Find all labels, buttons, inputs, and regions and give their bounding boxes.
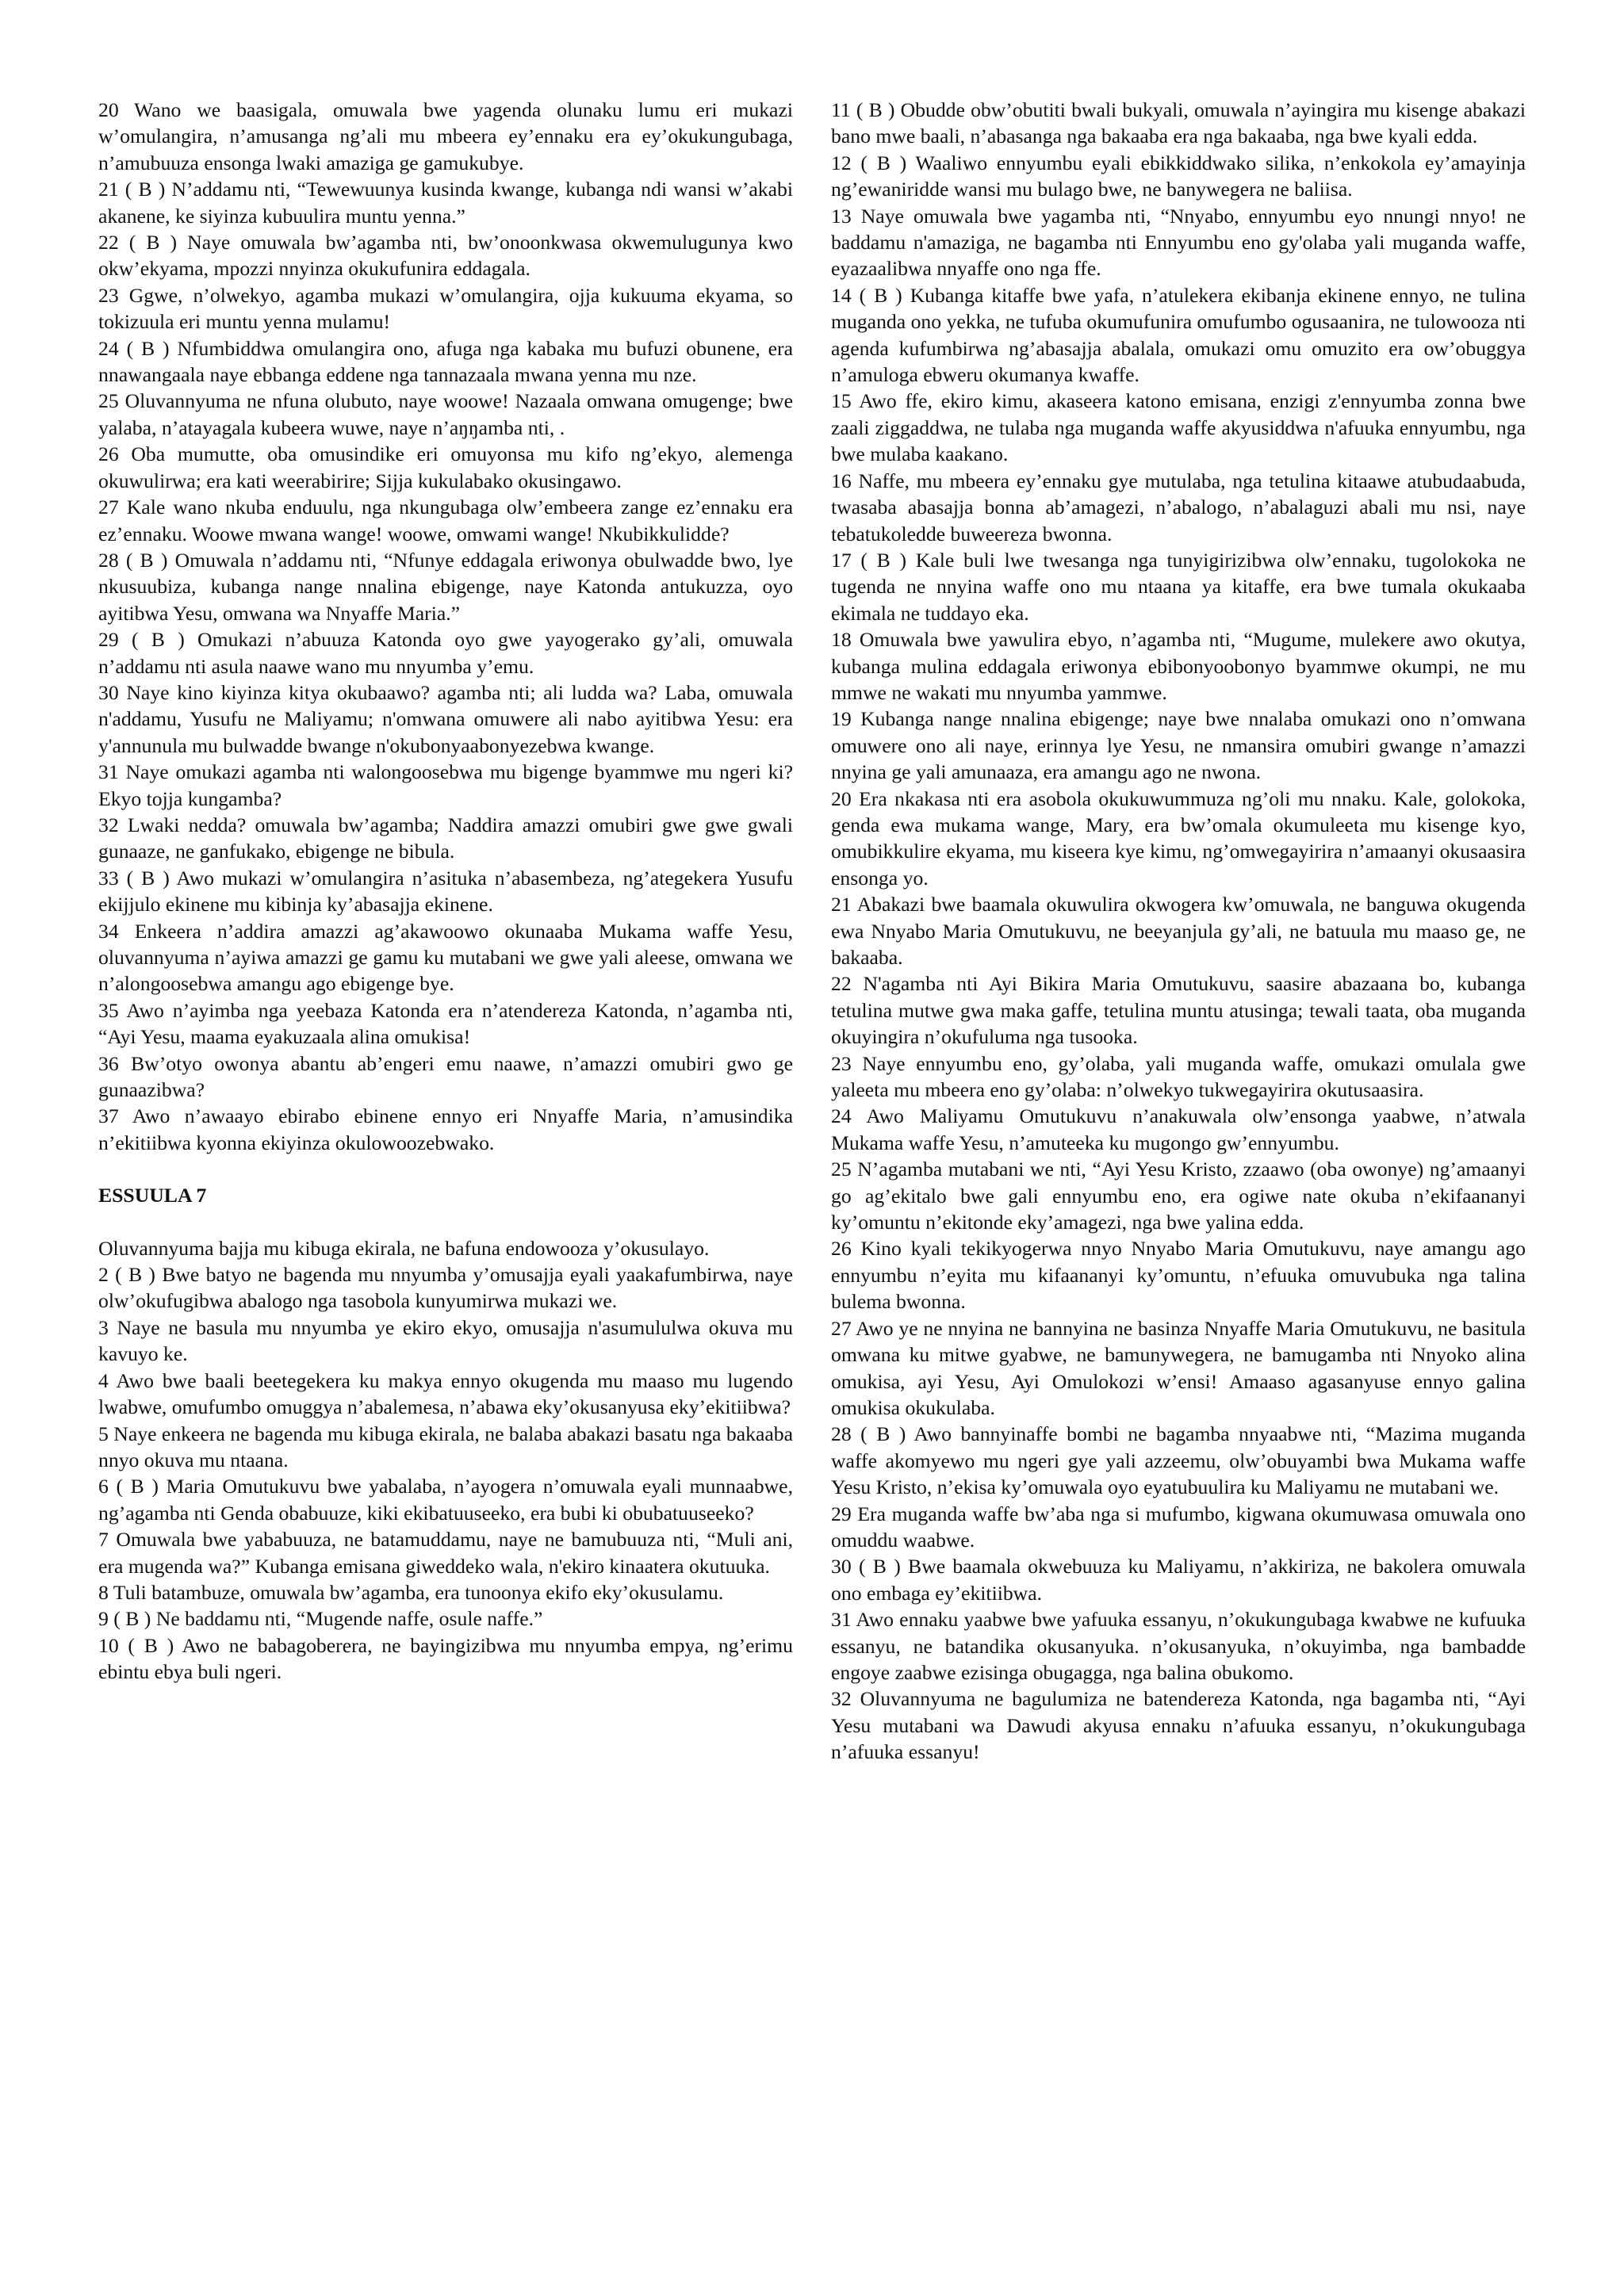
verse-paragraph: 21 ( B ) N’addamu nti, “Tewewuunya kusinda kwange, kubanga ndi wansi w’akabi akanene, ke siyinza kubuulira muntu yenna.” [98, 178, 793, 228]
document-page [98, 97, 1526, 2237]
verse-paragraph: 3 Naye ne basula mu nnyumba ye ekiro ekyo, omusajja n'asumululwa okuva mu kavuyo ke. [98, 1315, 793, 1366]
verse-paragraph: 27 Kale wano nkuba enduulu, nga nkungubaga olw’embeera zange ez’ennaku era ez’ennaku. Woowe mwana wange! woowe, omwami wange! Nkubikkulidde? [98, 496, 793, 545]
verse-paragraph: Oluvannyuma bajja mu kibuga ekirala, ne bafuna endowooza y’okusulayo. [98, 1236, 710, 1260]
verse-paragraph: 9 ( B ) Ne baddamu nti, “Mugende naffe, osule naffe.” [98, 1607, 543, 1631]
left-verses-after-heading [98, 1235, 793, 1686]
verse-paragraph: 2 ( B ) Bwe batyo ne bagenda mu nnyumba y’omusajja eyali yaakafumbirwa, naye olw’okufugibwa abalogo nga tasobola kunyumirwa mukazi we. [98, 1263, 793, 1313]
verse-paragraph: 32 Oluvannyuma ne bagulumiza ne batendereza Katonda, nga bagamba nti, “Ayi Yesu mutabani wa Dawudi akyusa ennaku n’afuuka essanyu, n’okukungubaga n’afuuka essanyu! [831, 1687, 1526, 1764]
verse-paragraph: 26 Kino kyali tekikyogerwa nnyo Nnyabo Maria Omutukuvu, naye amangu ago ennyumbu n’eyita mu kifaananyi ky’omuntu, n’efuuka omuvubuka nga talina bulema bwonna. [831, 1237, 1526, 1314]
verse-paragraph: 30 Naye kino kiyinza kitya okubaawo? agamba nti; ali ludda wa? Laba, omuwala n'addamu, Yusufu ne Maliyamu; n'omwana omuwere ali nabo ayitibwa Yesu: era y'annunula mu bulwadde bwange n'okubonyaabonyezebwa kwange. [98, 680, 793, 757]
verse-paragraph: 31 Naye omukazi agamba nti walongoosebwa mu bigenge byammwe mu ngeri ki? Ekyo tojja kungamba? [98, 760, 793, 810]
verse-paragraph: 22 N'agamba nti Ayi Bikira Maria Omutukuvu, saasire abazaana bo, kubanga tetulina mutwe gwa maka gaffe, tetulina muntu atusinga; tewali taata, oba muganda okuyingira n’okufuluma nga tusooka. [831, 972, 1526, 1049]
verse-paragraph: 30 ( B ) Bwe baamala okwebuuza ku Maliyamu, n’akkiriza, ne bakolera omuwala ono embaga ey’ekitiibwa. [831, 1555, 1526, 1605]
verse-paragraph: 25 N’agamba mutabani we nti, “Ayi Yesu Kristo, zzaawo (oba owonye) ng’amaanyi go ag’ekitalo bwe gali ennyumbu eno, era ogiwe nate okuba n’ekifaananyi ky’omuntu n’ekitonde eky’amagezi, nga bwe yalina edda. [831, 1158, 1526, 1234]
verse-paragraph: 17 ( B ) Kale buli lwe twesanga nga tunyigirizibwa olw’ennaku, tugolokoka ne tugenda ne nnyina waffe ono mu ntaana ya kitaffe, era bwe tumala okukaaba ekimala ne tuddayo eka. [831, 548, 1526, 625]
verse-paragraph: 25 Oluvannyuma ne nfuna olubuto, naye woowe! Nazaala omwana omugenge; bwe yalaba, n’atayagala kubeera wuwe, naye n’aŋŋamba nti, . [98, 389, 793, 439]
verse-paragraph: 36 Bw’otyo owonya abantu ab’engeri emu naawe, n’amazzi omubiri gwo ge gunaazibwa? [98, 1051, 793, 1102]
verse-paragraph: 34 Enkeera n’addira amazzi ag’akawoowo okunaaba Mukama waffe Yesu, oluvannyuma n’ayiwa amazzi ge gamu ku mutabani we gwe yali aleese, omwana we n’alongoosebwa amangu ago ebigenge bye. [98, 919, 793, 996]
verse-paragraph: 6 ( B ) Maria Omutukuvu bwe yabalaba, n’ayogera n’omuwala eyali munnaabwe, ng’agamba nti Genda obabuuze, kiki ekibatuuseeko, era bubi ki obubatuuseeko? [98, 1475, 793, 1525]
verse-paragraph: 4 Awo bwe baali beetegekera ku makya ennyo okugenda mu maaso mu lugendo lwabwe, omufumbo omuggya n’abalemesa, n’abawa eky’okusanyusa eky’ekitiibwa? [98, 1368, 793, 1419]
left-verses-before-heading [98, 97, 793, 1156]
verse-paragraph: 8 Tuli batambuze, omuwala bw’agamba, era tunoonya ekifo eky’okusulamu. [98, 1580, 724, 1604]
verse-paragraph: 18 Omuwala bwe yawulira ebyo, n’agamba nti, “Mugume, mulekere awo okutya, kubanga mulina eddagala eriwonya ebibonyoobonyo byammwe okumpi, ne mu mmwe ne wakati mu nnyumba yammwe. [831, 628, 1526, 704]
verse-paragraph: 10 ( B ) Awo ne babagoberera, ne bayingizibwa mu nnyumba empya, ng’erimu ebintu ebya buli ngeri. [98, 1633, 793, 1684]
verse-paragraph: 29 ( B ) Omukazi n’abuuza Katonda oyo gwe yayogerako gy’ali, omuwala n’addamu nti asula naawe wano mu nnyumba y’emu. [98, 628, 793, 678]
verse-paragraph: 37 Awo n’awaayo ebirabo ebinene ennyo eri Nnyaffe Maria, n’amusindika n’ekitiibwa kyonna ekiyinza okulowoozebwako. [98, 1104, 793, 1154]
chapter-heading: ESSUULA 7 [98, 1184, 207, 1207]
verse-paragraph: 20 Wano we baasigala, omuwala bwe yagenda olunaku lumu eri mukazi w’omulangira, n’amusanga ng’ali mu mbeera ey’ennaku era ey’okukungubaga, n’amubuuza ensonga lwaki amaziga ge gamukubye. [98, 98, 793, 174]
verse-paragraph: 28 ( B ) Omuwala n’addamu nti, “Nfunye eddagala eriwonya obulwadde bwo, lye nkusuubiza, kubanga nange nnalina ebigenge, naye Katonda antukuzza, oyo ayitibwa Yesu, omwana wa Nnyaffe Maria.” [98, 548, 793, 625]
verse-paragraph: 7 Omuwala bwe yababuuza, ne batamuddamu, naye ne bamubuuza nti, “Muli ani, era mugenda wa?” Kubanga emisana giweddeko wala, n'ekiro kinaatera okutuuka. [98, 1528, 793, 1578]
verse-paragraph: 15 Awo ffe, ekiro kimu, akaseera katono emisana, enzigi z'ennyumba zonna bwe zaali ziggaddwa, ne tulaba nga muganda waffe akyusiddwa n'afuuka ennyumbu, nga bwe mulaba kaakano. [831, 389, 1526, 466]
verse-paragraph: 22 ( B ) Naye omuwala bw’agamba nti, bw’onoonkwasa okwemulugunya kwo okw’ekyama, mpozzi nnyinza okukufunira eddagala. [98, 231, 793, 281]
verse-paragraph: 5 Naye enkeera ne bagenda mu kibuga ekirala, ne balaba abakazi basatu nga bakaaba nnyo okuva mu ntaana. [98, 1422, 793, 1471]
verse-paragraph: 29 Era muganda waffe bw’aba nga si mufumbo, kigwana okumuwasa omuwala ono omuddu waabwe. [831, 1502, 1526, 1552]
right-verses [831, 97, 1526, 1766]
verse-paragraph: 23 Naye ennyumbu eno, gy’olaba, yali muganda waffe, omukazi omulala gwe yaleeta mu mbeera eno gy’olaba: n’olwekyo tukwegayirira okutusaasira. [831, 1051, 1526, 1102]
verse-paragraph: 19 Kubanga nange nnalina ebigenge; naye bwe nnalaba omukazi ono n’omwana omuwere ono ali naye, erinnya lye Yesu, ne nmansira omubiri gwange n’amazzi nnyina ge yali amunaaza, era amangu ago ne nwona. [831, 707, 1526, 784]
verse-paragraph: 20 Era nkakasa nti era asobola okukuwummuza ng’oli mu nnaku. Kale, golokoka, genda ewa mukama wange, Mary, era bw’omala okumuleeta mu kisenge kyo, omubikkulire ekyama, mu kiseera kye kimu, ng’omwegayirira n’amaanyi okusaasira ensonga yo. [831, 786, 1526, 890]
right-column [831, 97, 1526, 2237]
verse-paragraph: 28 ( B ) Awo bannyinaffe bombi ne bagamba nnyaabwe nti, “Mazima muganda waffe akomyewo mu ngeri gye yali azzeemu, olw’obuyambi bwa Mukama waffe Yesu Kristo, n’ekisa ky’omuwala oyo eyatubuulira ku Maliyamu ne mutabani we. [831, 1422, 1526, 1499]
verse-paragraph: 11 ( B ) Obudde obw’obutiti bwali bukyali, omuwala n’ayingira mu kisenge abakazi bano mwe baali, n’abasanga nga bakaaba era nga bakaaba, nga bwe kyali edda. [831, 98, 1526, 148]
verse-paragraph: 26 Oba mumutte, oba omusindike eri omuyonsa mu kifo ng’ekyo, alemenga okuwulirwa; era kati weerabirire; Sijja kukulabako okusingawo. [98, 442, 793, 492]
verse-paragraph: 24 ( B ) Nfumbiddwa omulangira ono, afuga nga kabaka mu bufuzi obunene, era nnawangaala naye ebbanga eddene nga tannazaala mwana yenna mu nze. [98, 336, 793, 387]
verse-paragraph: 12 ( B ) Waaliwo ennyumbu eyali ebikkiddwako silika, n’enkokola ey’amayinja ng’ewaniridde wansi mu bulago bwe, ne banywegera ne baliisa. [831, 151, 1526, 201]
verse-paragraph: 33 ( B ) Awo mukazi w’omulangira n’asituka n’abasembeza, ng’ategekera Yusufu ekijjulo ekinene mu kibinja ky’abasajja ekinene. [98, 866, 793, 916]
left-column [98, 97, 793, 2237]
verse-paragraph: 23 Ggwe, n’olwekyo, agamba mukazi w’omulangira, ojja kukuuma ekyama, so tokizuula eri muntu yenna mulamu! [98, 283, 793, 334]
verse-paragraph: 21 Abakazi bwe baamala okuwulira okwogera kw’omuwala, ne banguwa okugenda ewa Nnyabo Maria Omutukuvu, ne beeyanjula gy’ali, ne batuula mu maaso ge, ne bakaaba. [831, 893, 1526, 969]
verse-paragraph: 13 Naye omuwala bwe yagamba nti, “Nnyabo, ennyumbu eyo nnungi nnyo! ne baddamu n'amaziga, ne bagamba nti Ennyumbu eno gy'olaba yali muganda waffe, eyazaalibwa nnyaffe ono nga ffe. [831, 204, 1526, 281]
verse-paragraph: 35 Awo n’ayimba nga yeebaza Katonda era n’atendereza Katonda, n’agamba nti, “Ayi Yesu, maama eyakuzaala alina omukisa! [98, 998, 793, 1049]
verse-paragraph: 24 Awo Maliyamu Omutukuvu n’anakuwala olw’ensonga yaabwe, n’atwala Mukama waffe Yesu, n’amuteeka ku mugongo gw’ennyumbu. [831, 1104, 1526, 1154]
verse-paragraph: 27 Awo ye ne nnyina ne bannyina ne basinza Nnyaffe Maria Omutukuvu, ne basitula omwana ku mitwe gyabwe, ne bamunywegera, ne bamugamba nti Nnyoko alina omukisa, ayi Yesu, Ayi Omulokozi w’ensi! Amaaso agasanyuse ennyo galina omukisa okukulaba. [831, 1316, 1526, 1419]
verse-paragraph: 14 ( B ) Kubanga kitaffe bwe yafa, n’atulekera ekibanja ekinene ennyo, ne tulina muganda ono yekka, ne tufuba okumufunira omufumbo ogusaanira, ne tulowooza nti agenda kufumbirwa ng’abasajja abalala, omukazi omu omuzito era ow’obuggya n’amuloga ebweru okumanya kwaffe. [831, 283, 1526, 387]
verse-paragraph: 31 Awo ennaku yaabwe bwe yafuuka essanyu, n’okukungubaga kwabwe ne kufuuka essanyu, ne batandika okusanyuka. n’okusanyuka, n’okuyimba, nga bambadde engoye zaabwe ezisinga obugagga, nga balina obukomo. [831, 1608, 1526, 1684]
verse-paragraph: 32 Lwaki nedda? omuwala bw’agamba; Naddira amazzi omubiri gwe gwe gwali gunaaze, ne ganfukako, ebigenge ne bibula. [98, 813, 793, 863]
verse-paragraph: 16 Naffe, mu mbeera ey’ennaku gye mutulaba, nga tetulina kitaawe atubudaabuda, twasaba abasajja bonna ab’amagezi, n’abalogo, n’abalaguzi abali mu nsi, naye tebatukoledde buweereza bwonna. [831, 469, 1526, 545]
